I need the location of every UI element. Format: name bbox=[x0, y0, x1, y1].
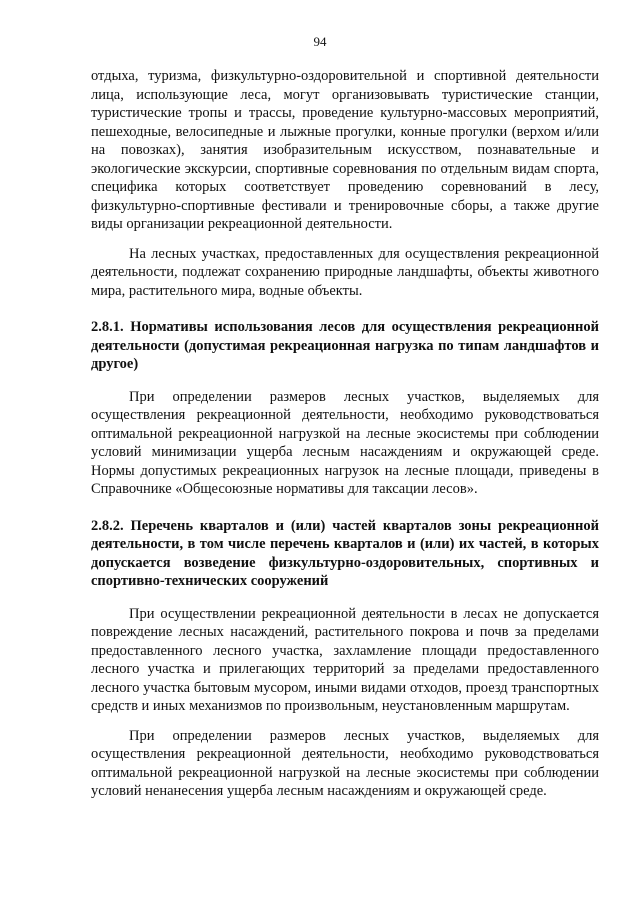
paragraph-prohibitions: При осуществлении рекреационной деятельности в лесах не допускается повреждение лесных насаждений, растительного покрова и почв за пределами предоставленного лесного участка, захламление площади предоставленного лесного участка и прилегающих территорий за пределами предоставленного лесного участка бытовым мусором, иными видами отходов, проезд транспортных средств и иных механизмов по произвольным, неустановленным маршрутам. bbox=[91, 605, 599, 714]
document-body bbox=[91, 60, 599, 812]
paragraph-recreation-activities: отдыха, туризма, физкультурно-оздоровительной и спортивной деятельности лица, использующие леса, могут организовывать туристические станции, туристические тропы и трассы, проведение культурно-массовых мероприятий, пешеходные, велосипедные и лыжные прогулки, конные прогулки (верхом и/или на повозках), занятия изобразительным искусством, познавательные и экологические экскурсии, спортивные соревнования по отдельным видам спорта, специфика которых соответствует проведению соревнований в лесу, физкультурно-спортивные фестивали и тренировочные сборы, а также другие виды организации рекреационной деятельности. bbox=[91, 68, 599, 232]
paragraph-recreational-norms: При определении размеров лесных участков, выделяемых для осуществления рекреационной деятельности, необходимо руководствоваться оптимальной рекреационной нагрузкой на лесные экосистемы при соблюдении условий минимизации ущерба лесным насаждениям и окружающей среде. Нормы допустимых рекреационных нагрузок на лесные площади, приведены в Справочнике «Общесоюзные нормативы для таксации лесов». bbox=[91, 388, 599, 497]
page-number: 94 bbox=[313, 34, 327, 49]
paragraph-preserved-objects: На лесных участках, предоставленных для осуществления рекреационной деятельности, подлежат сохранению природные ландшафты, объекты животного мира, растительного мира, водные объекты. bbox=[91, 245, 599, 299]
section-heading-2-8-1: 2.8.1. Нормативы использования лесов для осуществления рекреационной деятельности (допустимая рекреационная нагрузка по типам ландшафтов и другое) bbox=[91, 319, 599, 372]
paragraph-plot-size-determination: При определении размеров лесных участков, выделяемых для осуществления рекреационной деятельности, необходимо руководствоваться оптимальной рекреационной нагрузкой на лесные экосистемы при соблюдении условий ненанесения ущерба лесным насаждениям и окружающей среде. bbox=[91, 727, 599, 799]
section-heading-2-8-2: 2.8.2. Перечень кварталов и (или) частей кварталов зоны рекреационной деятельности, в том числе перечень кварталов и (или) их частей, в которых допускается возведение физкультурно-оздоровительных, спортивных и спортивно-технических сооружений bbox=[91, 517, 599, 589]
